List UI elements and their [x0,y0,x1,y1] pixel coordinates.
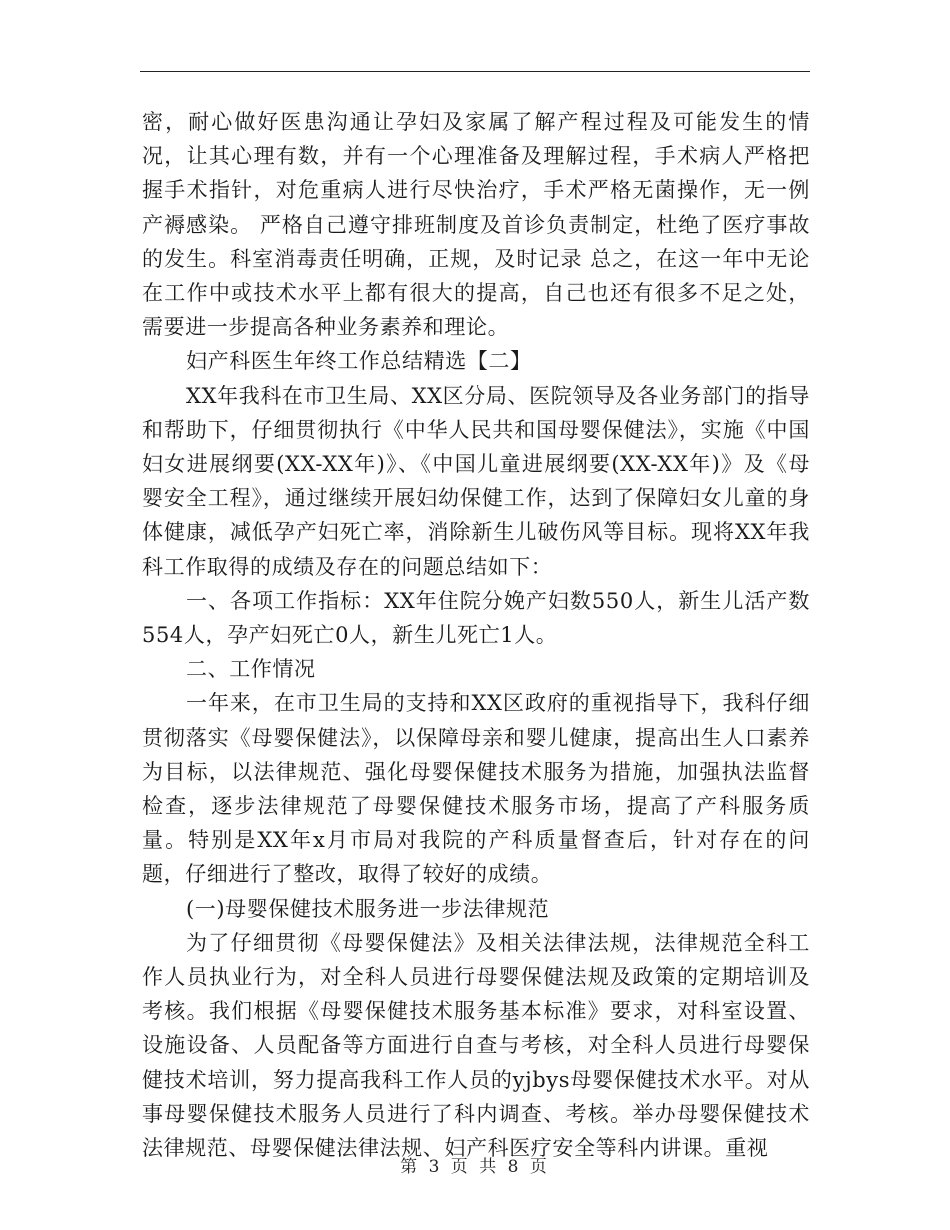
heading-work-situation: 二、工作情况 [186,657,316,682]
paragraph-subsection-1: 为了仔细贯彻《母婴保健法》及相关法律法规，法律规范全科工作人员执业行为，对全科人员进行母婴保健法规及政策的定期培训及考核。我们根据《母婴保健技术服务基本标准》要求，对科室设置、设施设备、人员配备等方面进行自查与考核，对全科人员进行母婴保健技术培训，努力提高我科工作人员的yjbys母婴保健技术水平。对从事母婴保健技术服务人员进行了科内调查、考核。举办母婴保健技术法律规范、母婴保健法律法规、妇产科医疗安全等科内讲课。重视 [142,930,810,1161]
paragraph-work-situation: 一年来，在市卫生局的支持和XX区政府的重视指导下，我科仔细贯彻落实《母婴保健法》，以保障母亲和婴儿健康，提高出生人口素养为目标，以法律规范、强化母婴保健技术服务为措施，加强执法监督检查，逐步法律规范了母婴保健技术服务市场，提高了产科服务质量。特别是XX年x月市局对我院的产科质量督查后，针对存在的问题，仔细进行了整改，取得了较好的成绩。 [142,691,810,887]
paragraph-intro: XX年我科在市卫生局、XX区分局、医院领导及各业务部门的指导和帮助下，仔细贯彻执行《中华人民共和国母婴保健法》，实施《中国妇女进展纲要(XX-XX年)》、《中国儿童进展纲要(XX-XX年)》及《母婴安全工程》，通过继续开展妇幼保健工作，达到了保障妇女儿童的身体健康，减低孕产妇死亡率，消除新生儿破伤风等目标。现将XX年我科工作取得的成绩及存在的问题总结如下： [142,383,810,579]
paragraph-1: 密，耐心做好医患沟通让孕妇及家属了解产程过程及可能发生的情况，让其心理有数，并有一个心理准备及理解过程，手术病人严格把握手术指针，对危重病人进行尽快治疗，手术严格无菌操作，无一例产褥感染。 严格自己遵守排班制度及首诊负责制定，杜绝了医疗事故的发生。科室消毒责任明确，正规，及时记录 总之，在这一年中无论在工作中或技术水平上都有很大的提高，自己也还有很多不足之处，需要进一步提高各种业务素养和理论。 [142,110,810,340]
subheading-1: (一)母婴保健技术服务进一步法律规范 [186,896,550,921]
header-rule [140,71,810,72]
section-heading-2: 妇产科医生年终工作总结精选【二】 [186,349,532,374]
paragraph-indicators: 一、各项工作指标：XX年住院分娩产妇数550人，新生儿活产数554人，孕产妇死亡0人，新生儿死亡1人。 [142,588,810,648]
page-number: 第 3 页 共 8 页 [400,1157,550,1177]
body-text [142,105,810,1165]
